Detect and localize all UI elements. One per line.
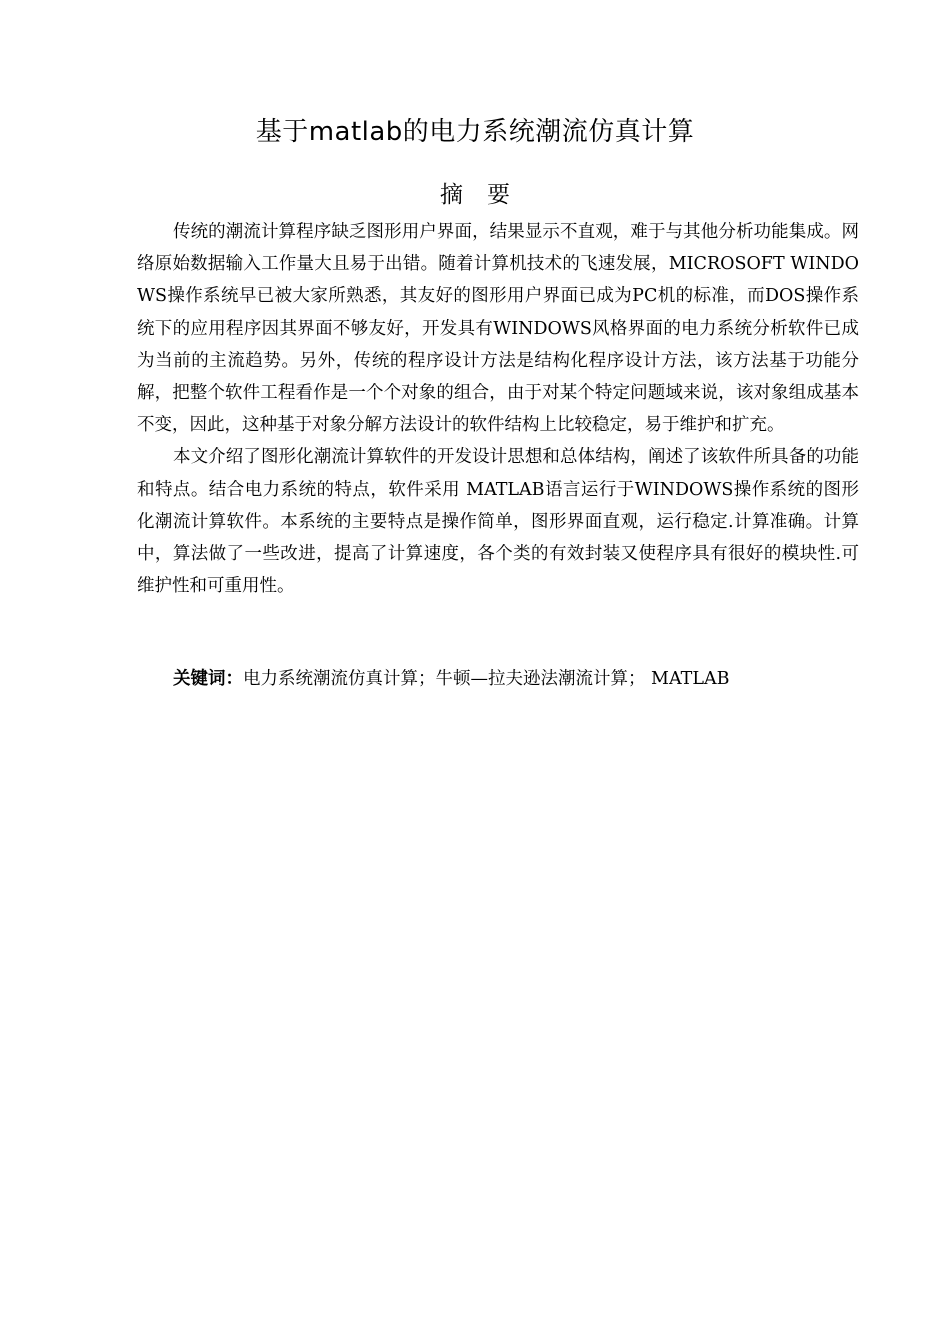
abstract-body xyxy=(137,216,859,602)
keywords-line xyxy=(173,664,863,694)
abstract-paragraph-1: 传统的潮流计算程序缺乏图形用户界面，结果显示不直观，难于与其他分析功能集成。网络原始数据输入工作量大且易于出错。随着计算机技术的飞速发展，MICROSOFT WINDOWS操作系统早已被大家所熟悉，其友好的图形用户界面已成为PC机的标准，而DOS操作系统下的应用程序因其界面不够友好，开发具有WINDOWS风格界面的电力系统分析软件已成为当前的主流趋势。另外，传统的程序设计方法是结构化程序设计方法，该方法基于功能分解，把整个软件工程看作是一个个对象的组合，由于对某个特定问题域来说，该对象组成基本不变，因此，这种基于对象分解方法设计的软件结构上比较稳定，易于维护和扩充。 xyxy=(137,222,859,436)
document-title: 基于matlab的电力系统潮流仿真计算 xyxy=(255,117,695,147)
keywords-text: 电力系统潮流仿真计算；牛顿—拉夫逊法潮流计算； MATLAB xyxy=(243,669,730,689)
abstract-heading: 摘要 xyxy=(440,182,534,208)
keywords-label: 关键词： xyxy=(173,669,243,689)
abstract-paragraph-2: 本文介绍了图形化潮流计算软件的开发设计思想和总体结构，阐述了该软件所具备的功能和特点。结合电力系统的特点，软件采用 MATLAB语言运行于WINDOWS操作系统的图形化潮流计算软件。本系统的主要特点是操作简单，图形界面直观，运行稳定.计算准确。计算中，算法做了一些改进，提高了计算速度，各个类的有效封装又使程序具有很好的模块性.可维护性和可重用性。 xyxy=(137,447,859,597)
